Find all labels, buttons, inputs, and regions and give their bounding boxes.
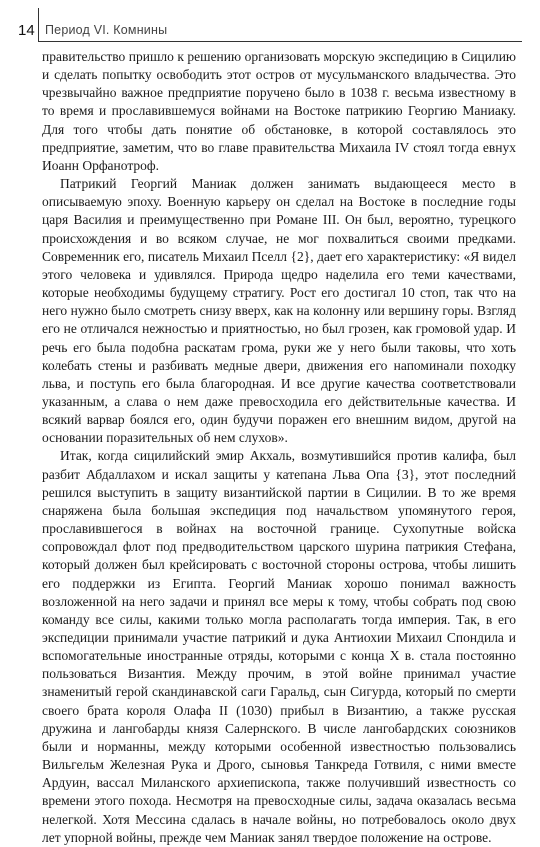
header-horizontal-rule	[38, 41, 522, 42]
header-vertical-rule	[38, 8, 39, 42]
running-title: Период VI. Комнины	[45, 23, 168, 37]
page-number: 14	[18, 22, 35, 39]
paragraph: правительство пришло к решению организовать морскую экспедицию в Сицилию и сделать попытку освободить этот остров от мусульманского владычества. Это чрезвычайно важное предприятие поручено было в 1038 г. весьма известному в то время и прославившемуся войнами на Востоке патрикию Георгию Маниаку. Для того чтобы дать понятие об обстановке, в которой составлялось это предприятие, заметим, что во главе правительства Михаила IV стоял тогда евнух Иоанн Орфанотроф.	[42, 49, 516, 173]
paragraph: Патрикий Георгий Маниак должен занимать выдающееся место в описываемую эпоху. Военную карьеру он сделал на Востоке в последние годы царя Василия и преимущественно при Романе III. Он был, вероятно, турецкого происхождения и во всяком случае, не мог похвалиться своими предками. Современник его, писатель Михаил Пселл {2}, дает его характеристику: «Я видел этого человека и удивлялся. Природа щедро наделила его теми качествами, которые необходимы будущему стратигу. Рост его достигал 10 стоп, так что на него нужно было смотреть снизу вверх, как на колонну или вершину горы. Взгляд его не отличался нежностью и приятностью, но был грозен, как громовой удар. И речь его была подобна раскатам грома, руки же у него были таковы, что хоть колебать стены и разбивать медные двери, движения его напоминали походку льва, и поступь его была благородная. И все другие качества соответствовали указанным, а слава о нем даже превосходила его действительные качества. И всякий варвар боялся его, один будучи поражен его внешним видом, другой на основании поразительных об нем слухов».	[42, 176, 516, 446]
paragraph: Итак, когда сицилийский эмир Акхаль, возмутившийся против калифа, был разбит Абдаллахом и искал защиты у катепана Льва Опа {3}, этот последний решился выступить в защиту византийской партии в Сицилии. В то же время снаряжена была большая экспедиция под начальством упомянутого героя, прославившегося в войнах на восточной границе. Сухопутные войска сопровождал флот под предводительством царского шурина патрикия Стефана, который должен был крейсировать с восточной стороны острова, чтобы лишить его поддержки из Египта. Георгий Маниак хорошо понимал важность возложенной на него задачи и принял все меры к тому, чтобы собрать под свою команду все силы, какими только могла располагать тогда империя. Так, в его экспедиции принимали участие патрикий и дука Антиохии Михаил Спондила и вспомогательные иностранные отряды, которыми с конца X в. стала постоянно пользоваться Византия. Между прочим, в этой войне принимал участие знаменитый герой скандинавской саги Гаральд, сын Сигурда, который по смерти своего брата короля Олафа II (1030) прибыл в Византию, а также русская дружина и лангобарды князя Салернского. В числе лангобардских союзников были и норманны, между которыми особенной известностью пользовались Вильгельм Железная Рука и Дрого, сыновья Танкреда Готвиля, с ними вместе Ардуин, вассал Миланского архиепископа, также получивший известность со времени этого похода. Несмотря на превосходные силы, задача оказалась весьма нелегкой. Хотя Мессина сдалась в начале войны, но потребовалось около двух лет упорной войны, прежде чем Маниак занял твердое положение на острове.	[42, 448, 516, 845]
page-body	[42, 48, 516, 847]
page-header	[18, 8, 522, 44]
